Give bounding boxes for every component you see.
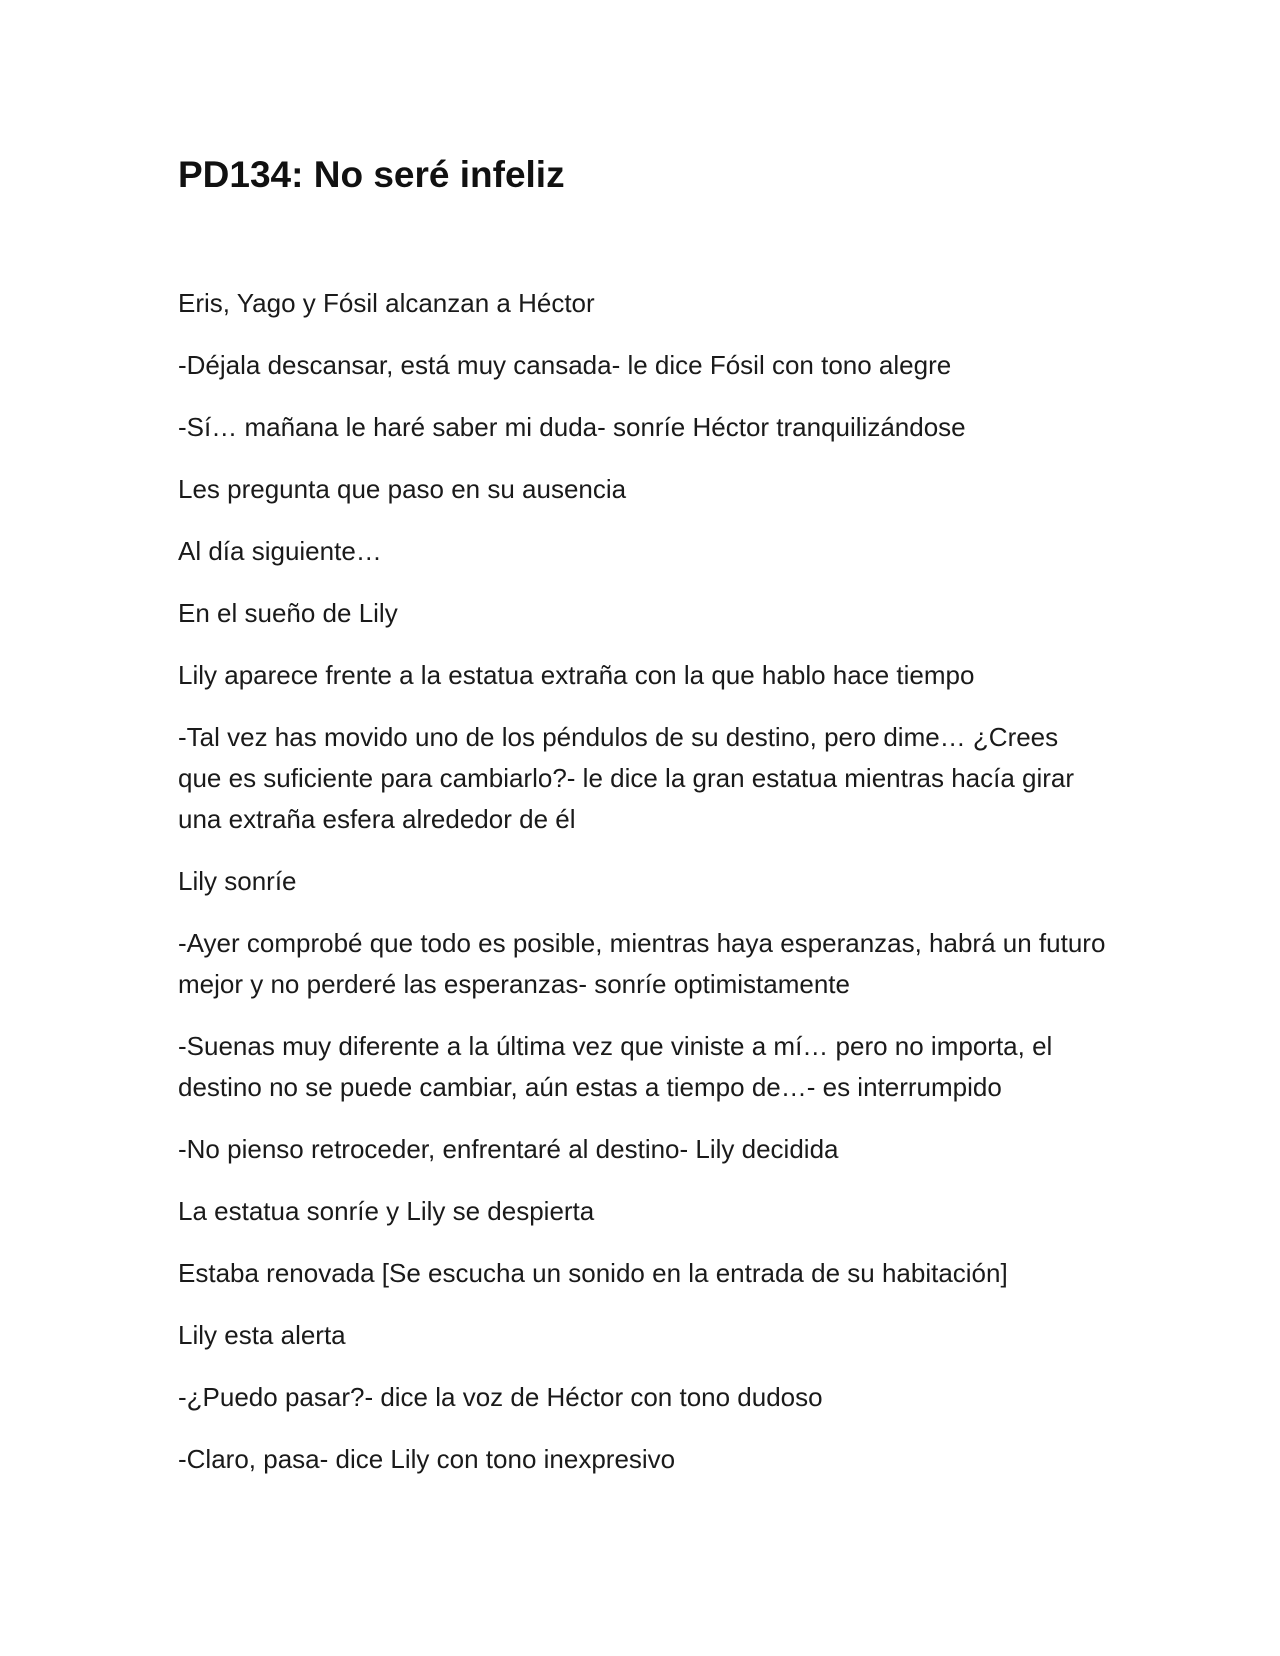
paragraph: Al día siguiente… [178,536,382,566]
paragraph: En el sueño de Lily [178,598,398,628]
paragraph: Lily sonríe [178,866,297,896]
paragraph: -Suenas muy diferente a la última vez que viniste a mí… pero no importa, el destino no se puede cambiar, aún estas a tiempo de…- es interrumpido [178,1031,1053,1102]
document-body [178,283,1108,1480]
paragraph: -¿Puedo pasar?- dice la voz de Héctor con tono dudoso [178,1382,823,1412]
paragraph: -Ayer comprobé que todo es posible, mientras haya esperanzas, habrá un futuro mejor y no perderé las esperanzas- sonríe optimistamente [178,928,1106,999]
paragraph: -Tal vez has movido uno de los péndulos de su destino, pero dime… ¿Crees que es suficiente para cambiarlo?- le dice la gran estatua mientras hacía girar una extraña esfera alrededor de él [178,722,1075,834]
paragraph: -Sí… mañana le haré saber mi duda- sonríe Héctor tranquilizándose [178,412,966,442]
document-title: PD134: No seré infeliz [178,154,565,195]
paragraph: Estaba renovada [Se escucha un sonido en la entrada de su habitación] [178,1258,1008,1288]
paragraph: Les pregunta que paso en su ausencia [178,474,627,504]
paragraph: Lily aparece frente a la estatua extraña con la que hablo hace tiempo [178,660,975,690]
document-content [178,150,1108,1501]
paragraph: -No pienso retroceder, enfrentaré al destino- Lily decidida [178,1134,839,1164]
paragraph: -Déjala descansar, está muy cansada- le dice Fósil con tono alegre [178,350,952,380]
paragraph: Eris, Yago y Fósil alcanzan a Héctor [178,288,595,318]
paragraph: Lily esta alerta [178,1320,346,1350]
paragraph: La estatua sonríe y Lily se despierta [178,1196,595,1226]
paragraph: -Claro, pasa- dice Lily con tono inexpresivo [178,1444,676,1474]
